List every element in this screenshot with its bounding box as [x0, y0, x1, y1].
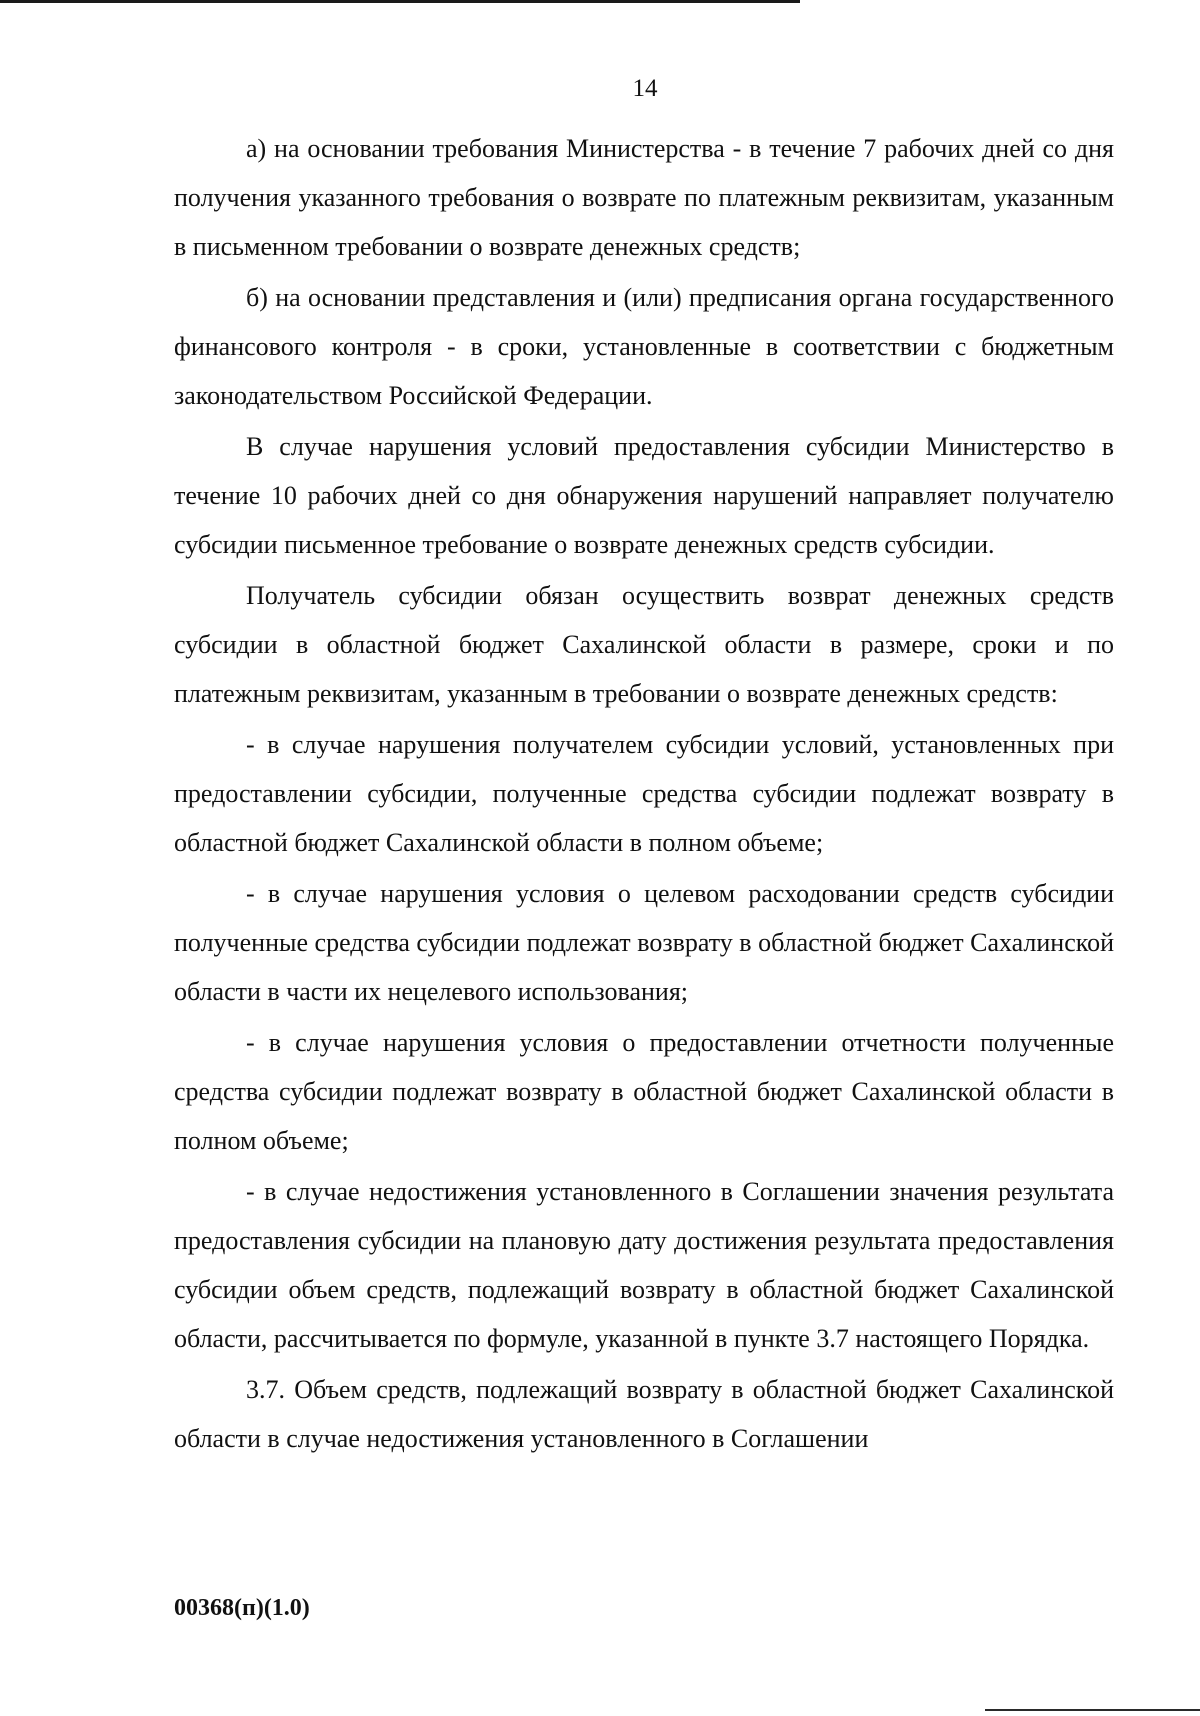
paragraph-recipient-obligation: Получатель субсидии обязан осуществить возврат денежных средств субсидии в областной бюджет Сахалинской области в размере, сроки и по платежным реквизитам, указанным в требовании о возврате денежных средств:: [174, 581, 1114, 708]
top-edge-rule: [0, 0, 800, 3]
paragraph-a: а) на основании требования Министерства - в течение 7 рабочих дней со дня получения указанного требования о возврате по платежным реквизитам, указанным в письменном требовании о возврате денежных средств;: [174, 134, 1114, 261]
list-item-target-use-violation: - в случае нарушения условия о целевом расходовании средств субсидии полученные средства субсидии подлежат возврату в областной бюджет Сахалинской области в части их нецелевого использования;: [174, 879, 1114, 1006]
list-item-reporting-violation: - в случае нарушения условия о предоставлении отчетности полученные средства субсидии подлежат возврату в областной бюджет Сахалинской области в полном объеме;: [174, 1028, 1114, 1155]
paragraph-violation-notice: В случае нарушения условий предоставления субсидии Министерство в течение 10 рабочих дней со дня обнаружения нарушений направляет получателю субсидии письменное требование о возврате денежных средств субсидии.: [174, 432, 1114, 559]
paragraph-b: б) на основании представления и (или) предписания органа государственного финансового контроля - в сроки, установленные в соответствии с бюджетным законодательством Российской Федерации.: [174, 283, 1114, 410]
paragraph-3-7: 3.7. Объем средств, подлежащий возврату в областной бюджет Сахалинской области в случае недостижения установленного в Соглашении: [174, 1375, 1114, 1453]
list-item-result-not-achieved: - в случае недостижения установленного в Соглашении значения результата предоставления субсидии на плановую дату достижения результата предоставления субсидии объем средств, подлежащий возврату в областной бюджет Сахалинской области, рассчитывается по формуле, указанной в пункте 3.7 настоящего Порядка.: [174, 1177, 1114, 1353]
page-number: 14: [632, 75, 658, 102]
document-body: [174, 124, 1114, 1465]
list-item-conditions-violation: - в случае нарушения получателем субсидии условий, установленных при предоставлении субсидии, полученные средства субсидии подлежат возврату в областной бюджет Сахалинской области в полном объеме;: [174, 730, 1114, 857]
bottom-edge-rule: [985, 1709, 1200, 1711]
document-code: 00368(п)(1.0): [174, 1595, 310, 1621]
